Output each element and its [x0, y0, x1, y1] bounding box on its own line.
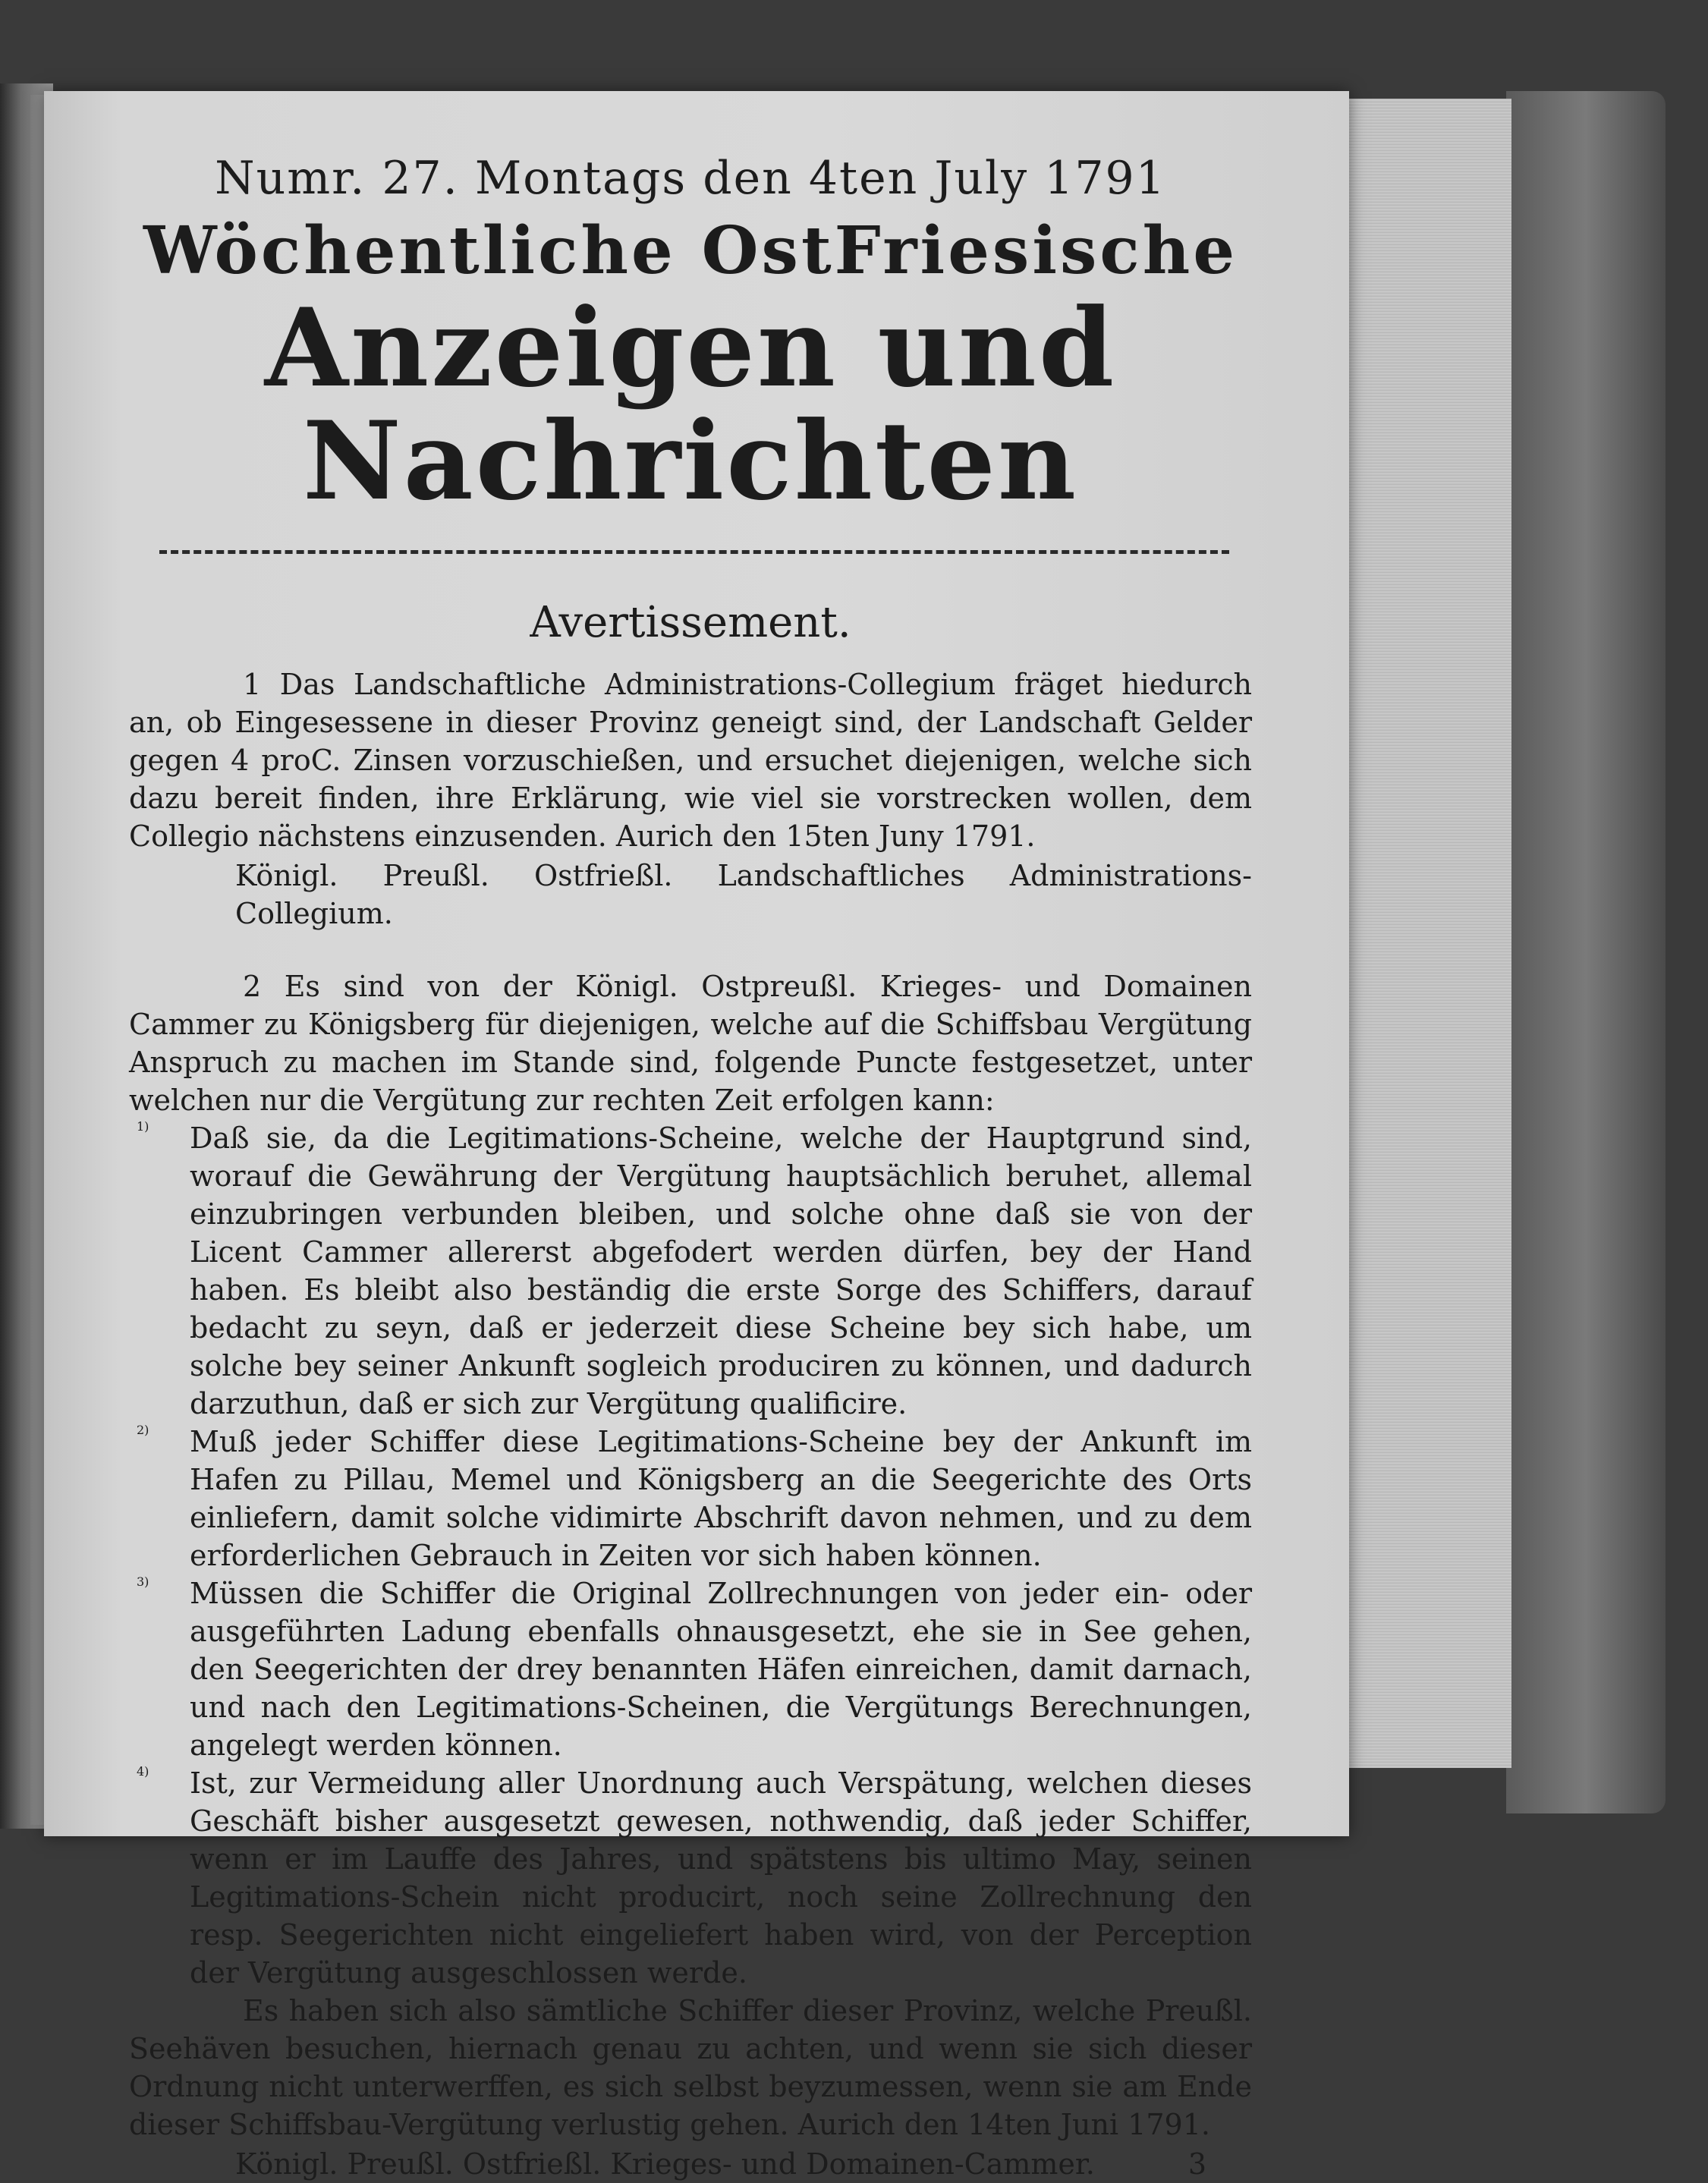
list-item-number: 4)	[137, 1764, 149, 1779]
list-item	[129, 1574, 1252, 1764]
list-item	[129, 1423, 1252, 1574]
masthead-line-1: Wöchentliche OstFriesische	[143, 212, 1238, 289]
masthead-line-2: Anzeigen und Nachrichten	[264, 285, 1117, 525]
notice-2-closing: Es haben sich also sämtliche Schiffer dieser Provinz, welche Preußl. Seehäven besuchen, hiernach genau zu achten, und wenn sie sich dieser Ordnung nicht unterwerffen, es sich selbst beyzumessen, wenn sie am Ende dieser Schiffsbau-Vergütung verlustig gehen. Aurich den 14ten Juni 1791.	[129, 1994, 1252, 2142]
list-item	[129, 1119, 1252, 1423]
page-signature-mark: 3	[1187, 2147, 1206, 2181]
book-cover-edge	[1506, 91, 1666, 1813]
spacer	[129, 933, 1252, 967]
notice-1-text: 1 Das Landschaftliche Administrations-Collegium fräget hiedurch an, ob Eingesessene in dieser Provinz geneigt sind, der Landschaft Gelder gegen 4 proC. Zinsen vorzuschießen, und ersuchet diejenigen, welche sich dazu bereit finden, ihre Erklärung, wie viel sie vorstrecken wollen, dem Collegio nächstens einzusenden. Aurich den 15ten Juny 1791.	[129, 668, 1252, 854]
list-item-number: 3)	[137, 1574, 149, 1590]
section-title: Avertissement.	[530, 598, 851, 648]
notice-2-signature: Königl. Preußl. Ostfrießl. Krieges- und Domainen-Cammer.	[235, 2147, 1095, 2181]
page-content	[129, 152, 1252, 2183]
list-item-number: 2)	[137, 1423, 149, 1438]
list-item-text: Ist, zur Vermeidung aller Unordnung auch Verspätung, welchen dieses Geschäft bisher ausgesetzt gewesen, nothwendig, daß jeder Schiffer, wenn er im Lauffe des Jahres, und spätstens bis ultimo May, seinen Legitimations-Schein nicht producirt, noch seine Zollrechnung den resp. Seegerichten nicht eingeliefert haben wird, von der Perception der Vergütung ausgeschlossen werde.	[190, 1766, 1252, 1990]
notice-2-footer	[129, 2145, 1252, 2183]
issue-line: Numr. 27. Montags den 4ten July 1791	[215, 152, 1166, 205]
list-item	[129, 1764, 1252, 1992]
list-item-text: Müssen die Schiffer die Original Zollrechnungen von jeder ein- oder ausgeführten Ladung ebenfalls ohnausgesetzt, ehe sie in See gehen, den Seegerichten der drey benannten Häfen einreichen, damit darnach, und nach den Legitimations-Scheinen, die Vergütungs Berechnungen, angelegt werden können.	[190, 1577, 1252, 1763]
page-stack-edge	[1343, 99, 1511, 1768]
list-item-text: Daß sie, da die Legitimations-Scheine, welche der Hauptgrund sind, worauf die Gewährung der Vergütung hauptsächlich beruhet, allemal einzubringen verbunden bleiben, und solche ohne daß sie von der Licent Cammer allererst abgefodert werden dürfen, bey der Hand haben. Es bleibt also beständig die erste Sorge des Schiffers, darauf bedacht zu seyn, daß er jederzeit diese Scheine bey sich habe, um solche bey seiner Ankunft sogleich produciren zu können, und dadurch darzuthun, daß er sich zur Vergütung qualificire.	[190, 1121, 1252, 1421]
masthead-rule	[159, 550, 1229, 554]
notice-1-signature: Königl. Preußl. Ostfrießl. Landschaftliches Administrations-Collegium.	[235, 859, 1252, 931]
list-item-number: 1)	[137, 1119, 149, 1134]
list-item-text: Muß jeder Schiffer diese Legitimations-Scheine bey der Ankunft im Hafen zu Pillau, Memel und Königsberg an die Seegerichte des Orts einliefern, damit solche vidimirte Abschrift davon nehmen, und zu dem erforderlichen Gebrauch in Zeiten vor sich haben können.	[190, 1425, 1252, 1573]
notice-2-intro: 2 Es sind von der Königl. Ostpreußl. Krieges- und Domainen Cammer zu Königsberg für diejenigen, welche auf die Schiffsbau Vergütung Anspruch zu machen im Stande sind, folgende Puncte festgesetzet, unter welchen nur die Vergütung zur rechten Zeit erfolgen kann:	[129, 970, 1252, 1118]
